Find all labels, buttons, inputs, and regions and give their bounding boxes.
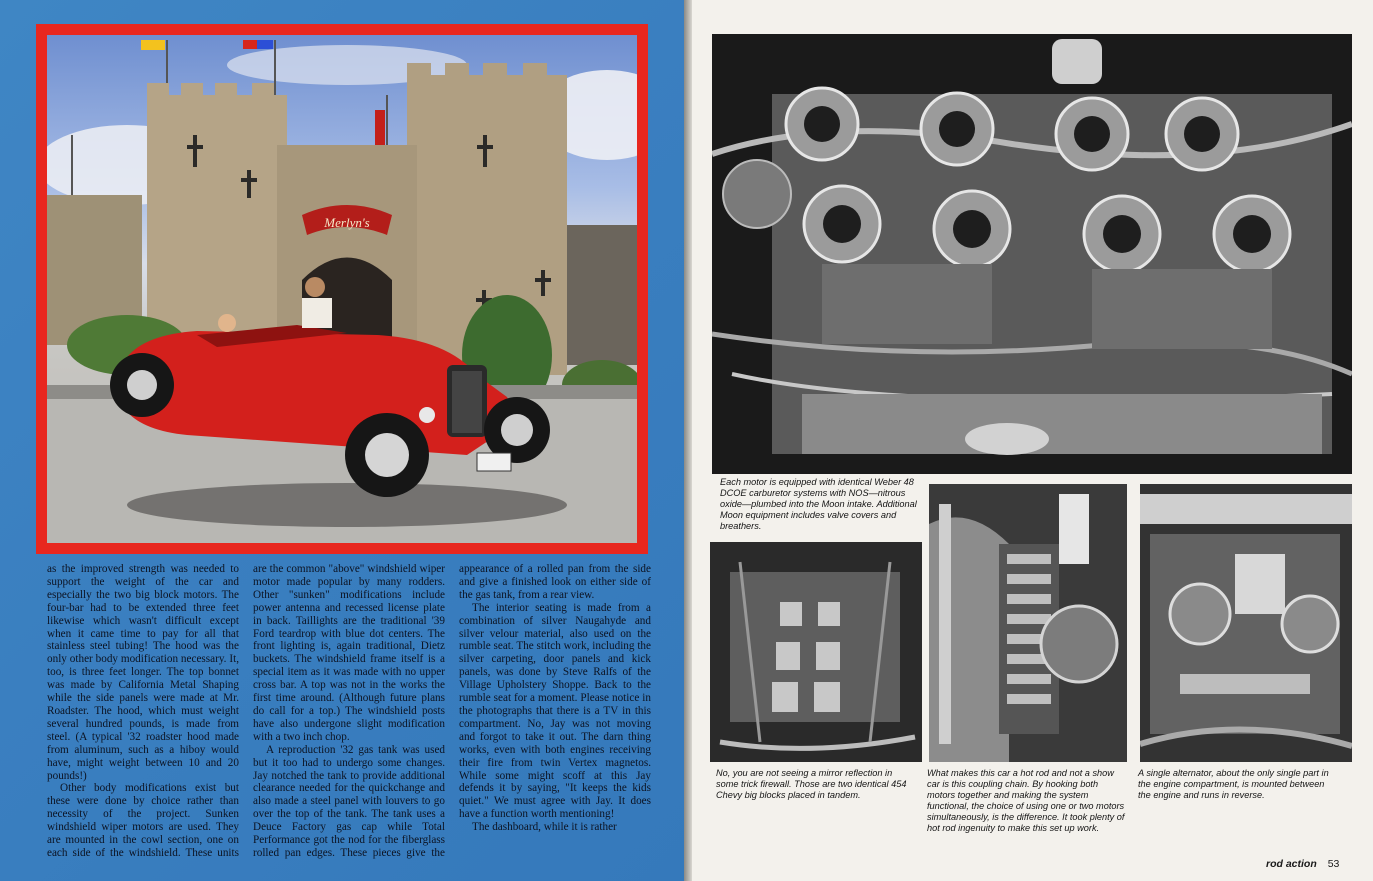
- castle-sign-text: Merlyn's: [324, 215, 370, 230]
- castle-roadster-illustration: [47, 35, 637, 543]
- twin-engines-photo: [710, 542, 922, 762]
- carburetor-illustration: [712, 34, 1352, 474]
- left-page: [0, 0, 684, 881]
- castle-roadster-photo: [47, 35, 637, 543]
- article-paragraph: Other body modifications exist but these were done by choice rather than necessity of the project. Sunken windshield wiper motors are used. They are mounted in the cowl section, one on each side of the windshield. These units are the common "above" windshield wiper motor made popular by many rodders. Other "sunken" modifications include power antenna and recessed license plate in back. Taillights are the traditional '39 Ford teardrop with blue dot centers. The front lighting is, again traditional, Dietz buckets. The windshield frame itself is a special item as it was made with no upper cross bar. A top was not in the works the first time around. (Although future plans do call for a top.) The windshield posts have also undergone slight modification with a two inch chop.: [47, 563, 445, 859]
- alternator-illustration: [1140, 484, 1352, 762]
- castle-photo-frame: [36, 24, 648, 554]
- article-body: [47, 563, 651, 863]
- article-paragraph: The dashboard, while it is rather: [472, 821, 617, 834]
- coupling-chain-photo: [929, 484, 1127, 762]
- coupling-chain-caption: What makes this car a hot rod and not a show car is this coupling chain. By hooking both motors together and making the system functional, the choice of using one or two motors simultaneously, is the difference. It took plenty of hot rod ingenuity to make this set up work.: [927, 768, 1125, 833]
- carburetor-photo: [712, 34, 1352, 474]
- right-page: [692, 0, 1373, 881]
- alternator-caption: A single alternator, about the only single part in the engine compartment, is mounted between the engine and runs in reverse.: [1138, 768, 1329, 800]
- article-paragraph: The interior seating is made from a combination of silver Naugahyde and silver velour material, also used on the rumble seat. The stitch work, including the silver carpeting, door panels and kick panels, was done by Steve Ralfs of the Village Upholstery Shoppe. Back to the rumble seat for a moment. Please notice in the photographs that there is a TV in this compartment. No, Jay was not moving and forgot to take it out. The darn thing works, even with both engines receiving their fire from twin Vertex magnetos. While some might scoff at this Jay defends it by saying, "It keeps the kids quiet." We must agree with Jay. It does have a function worth mentioning!: [459, 601, 651, 821]
- carburetor-caption: Each motor is equipped with identical Weber 48 DCOE carburetor systems with NOS—nitrous oxide—plumbed into the Moon intake. Additional Moon equipment includes valve covers and breathers.: [720, 477, 917, 531]
- article-paragraph: A reproduction '32 gas tank was used but it too had to undergo some changes. Jay notched the tank to provide additional clearance needed for the quickchange and also made a steel panel with louvers to go over the top of the tank. The tank uses a Deuce Factory gas cap while Total Performance got the nod for the fiberglass rolled pan edges. These pieces give the appearance of a rolled pan from the side and give a finished look on either side of the gas tank, from a rear view.: [253, 563, 651, 859]
- coupling-chain-illustration: [929, 484, 1127, 762]
- page-footer: [1266, 858, 1339, 870]
- twin-engines-caption: No, you are not seeing a mirror reflection in some trick firewall. Those are two identical 454 Chevy big blocks placed in tandem.: [716, 768, 907, 800]
- page-number: 53: [1327, 858, 1340, 870]
- alternator-photo: [1140, 484, 1352, 762]
- twin-engines-illustration: [710, 542, 922, 762]
- article-paragraph: as the improved strength was needed to support the weight of the car and especially the two big block motors. The four-bar had to be extended three feet likewise which wasn't difficult except when it came time to pay for all that stainless steel tubing! The hood was the only other body modification necessary. It, too, is three feet longer. The top bonnet was made by California Metal Shaping while the side panels were made at Mr. Roadster. The hood, which must weight several hundred pounds, is made from steel. (A typical '32 roadster hood made from aluminum, such as a hiboy would have, might weight between 10 and 20 pounds!): [47, 563, 239, 782]
- page-gutter: [684, 0, 692, 881]
- publication-name: rod action: [1266, 858, 1317, 870]
